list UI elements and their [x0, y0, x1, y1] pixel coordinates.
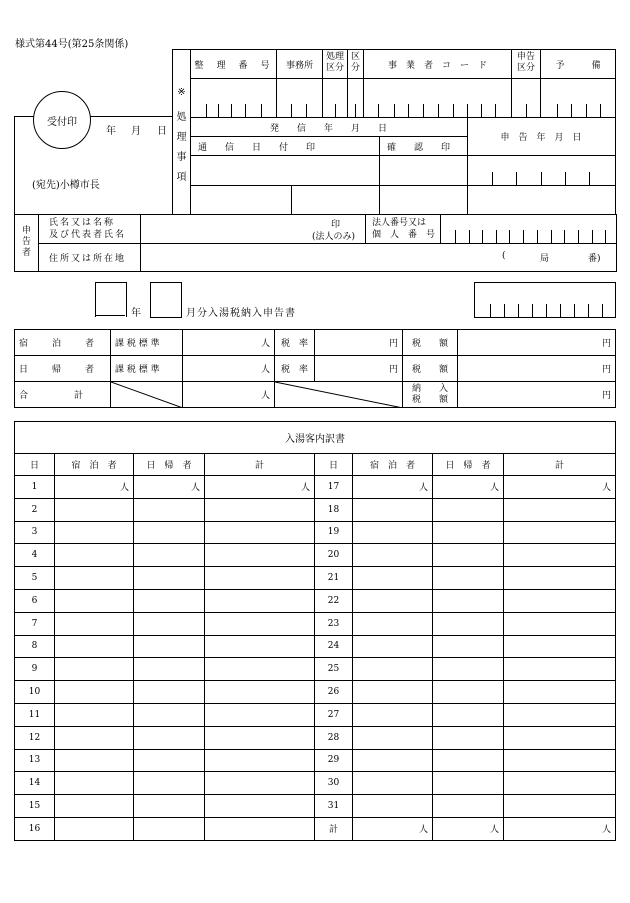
stay-count-cell[interactable]	[353, 567, 433, 590]
table-row	[15, 567, 616, 590]
day-cell: 25	[315, 658, 353, 681]
day-cell: 18	[315, 498, 353, 521]
total-count-cell[interactable]: 人	[205, 476, 315, 499]
day-cell: 11	[15, 703, 55, 726]
basis-value-stay[interactable]: 人	[183, 330, 275, 356]
addressee: (宛先)小樽市長	[32, 180, 100, 191]
col-shinkoku: 申告 区分	[516, 52, 535, 73]
digit-separator	[453, 104, 454, 117]
digit-separator	[526, 104, 527, 117]
day-visitor-count-cell[interactable]	[134, 498, 205, 521]
day-cell: 9	[15, 658, 55, 681]
digit-separator	[557, 104, 558, 117]
day-cell: 2	[15, 498, 55, 521]
stamp-label: 受付印	[47, 116, 77, 128]
shinkoku-date-entry[interactable]	[467, 171, 615, 185]
digit-separator	[600, 104, 601, 117]
title-year: 年	[131, 308, 141, 319]
diagonal-cell	[275, 382, 403, 408]
day-cell: 4	[15, 544, 55, 567]
month-box[interactable]	[150, 282, 182, 318]
digit-separator	[586, 104, 587, 117]
day-cell: 31	[315, 795, 353, 818]
day-visitor-count-cell[interactable]	[134, 817, 205, 840]
col-seiri: 整 理 番 号	[194, 61, 272, 71]
stay-count-cell[interactable]: 人	[353, 817, 433, 840]
rate-label: 税 率	[275, 330, 315, 356]
seal-note: (法人のみ)	[312, 232, 356, 242]
digit-separator	[335, 104, 336, 117]
address-label: 住所又は所在地	[49, 254, 127, 264]
digit-separator	[546, 304, 547, 317]
stay-count-cell[interactable]	[55, 772, 134, 795]
total-count-cell[interactable]	[504, 772, 616, 795]
stay-count-cell[interactable]	[55, 521, 134, 544]
day-visitor-count-cell[interactable]	[433, 567, 504, 590]
day-visitor-count-cell[interactable]	[134, 795, 205, 818]
reception-year: 年	[106, 126, 116, 137]
digit-separator	[541, 172, 542, 185]
digit-separator	[537, 230, 538, 243]
digit-separator	[516, 172, 517, 185]
day-visitor-count-cell[interactable]	[433, 772, 504, 795]
digit-separator	[378, 104, 379, 117]
day-cell: 16	[15, 817, 55, 840]
reception-stamp	[33, 91, 91, 149]
total-count-cell[interactable]	[205, 772, 315, 795]
summary-row-stay	[15, 330, 616, 356]
stay-count-cell[interactable]	[353, 635, 433, 658]
table-row	[15, 498, 616, 521]
stay-count-cell[interactable]: 人	[353, 476, 433, 499]
stay-count-cell[interactable]	[55, 498, 134, 521]
digit-separator	[408, 104, 409, 117]
col-jimusho: 事務所	[285, 61, 313, 71]
day-cell: 29	[315, 749, 353, 772]
day-cell: 6	[15, 589, 55, 612]
ban-label: 番)	[588, 254, 601, 264]
rate-label: 税 率	[275, 356, 315, 382]
processing-label: ※ 処 理 事 項	[172, 49, 191, 215]
day-cell: 12	[15, 726, 55, 749]
total-count-cell[interactable]	[205, 567, 315, 590]
day-visitor-count-cell[interactable]	[134, 567, 205, 590]
day-visitor-count-cell[interactable]	[433, 589, 504, 612]
payment-label: 納 入 税 額	[403, 382, 458, 408]
total-count-cell[interactable]	[504, 544, 616, 567]
digit-separator	[578, 230, 579, 243]
total-count-cell[interactable]	[205, 795, 315, 818]
reception-day: 日	[157, 126, 167, 137]
total-count-cell[interactable]	[504, 658, 616, 681]
summary-row-day	[15, 356, 616, 382]
table-row	[15, 749, 616, 772]
total-count-cell[interactable]	[205, 635, 315, 658]
digit-separator	[218, 104, 219, 117]
day-cell: 19	[315, 521, 353, 544]
stay-count-cell[interactable]	[353, 498, 433, 521]
total-count-cell[interactable]	[205, 817, 315, 840]
summary-row-total	[15, 382, 616, 408]
day-visitor-count-cell[interactable]	[433, 658, 504, 681]
seal-label: 印	[331, 220, 341, 230]
table-row	[15, 703, 616, 726]
digit-separator	[306, 104, 307, 117]
total-label: 合 計	[15, 382, 111, 408]
row-label: 日 帰 者	[15, 356, 111, 382]
stay-count-cell[interactable]	[353, 589, 433, 612]
stay-count-cell[interactable]	[55, 681, 134, 704]
name-label: 氏名又は名称 及び代表者氏名	[49, 218, 127, 240]
day-cell: 13	[15, 749, 55, 772]
digit-separator	[551, 230, 552, 243]
declarant-block	[14, 214, 617, 272]
day-cell: 1	[15, 476, 55, 499]
day-cell: 3	[15, 521, 55, 544]
digit-separator	[504, 304, 505, 317]
day-visitor-count-cell[interactable]: 人	[433, 817, 504, 840]
individual-number-field[interactable]	[441, 229, 616, 243]
total-count-cell[interactable]	[205, 749, 315, 772]
digit-separator	[467, 104, 468, 117]
digit-separator	[495, 104, 496, 117]
stay-count-cell[interactable]: 人	[55, 476, 134, 499]
col-jigyosha: 事 業 者 コ ー ド	[387, 61, 487, 71]
day-visitor-count-cell[interactable]	[433, 521, 504, 544]
table-row	[15, 681, 616, 704]
table-row	[15, 589, 616, 612]
table-row	[15, 772, 616, 795]
total-count-cell[interactable]	[504, 703, 616, 726]
col-shori: 処理 区分	[325, 52, 344, 73]
total-count-cell[interactable]	[205, 612, 315, 635]
day-cell: 30	[315, 772, 353, 795]
total-count-cell[interactable]	[504, 749, 616, 772]
stay-count-cell[interactable]	[55, 612, 134, 635]
total-count-cell[interactable]	[504, 635, 616, 658]
day-cell: 15	[15, 795, 55, 818]
stay-count-cell[interactable]	[55, 703, 134, 726]
stay-count-cell[interactable]	[353, 703, 433, 726]
table-row	[15, 635, 616, 658]
digit-separator	[261, 104, 262, 117]
day-cell: 8	[15, 635, 55, 658]
digit-separator	[490, 304, 491, 317]
total-count-cell[interactable]: 人	[504, 476, 616, 499]
day-visitor-count-cell[interactable]	[433, 635, 504, 658]
day-visitor-count-cell[interactable]	[134, 703, 205, 726]
breakdown-title: 入湯客内訳書	[15, 422, 616, 454]
day-visitor-count-cell[interactable]	[134, 658, 205, 681]
title-code-box[interactable]	[474, 282, 616, 318]
rate-value-day[interactable]: 円	[315, 356, 403, 382]
row-label: 宿 泊 者	[15, 330, 111, 356]
total-count-cell[interactable]	[504, 726, 616, 749]
day-visitor-count-cell[interactable]	[433, 749, 504, 772]
digit-separator	[231, 104, 232, 117]
total-count-cell[interactable]	[205, 726, 315, 749]
digit-separator	[482, 230, 483, 243]
stay-count-cell[interactable]	[353, 658, 433, 681]
digit-separator	[481, 104, 482, 117]
digit-separator	[565, 172, 566, 185]
digit-separator	[423, 104, 424, 117]
declarant-label: 申 告 者	[21, 226, 31, 258]
stay-count-cell[interactable]	[55, 658, 134, 681]
total-count-cell[interactable]: 人	[504, 817, 616, 840]
digit-separator	[532, 304, 533, 317]
day-cell: 27	[315, 703, 353, 726]
bureau-open: (	[502, 251, 506, 261]
day-visitor-count-cell[interactable]	[433, 703, 504, 726]
stay-count-cell[interactable]	[55, 817, 134, 840]
payment-value[interactable]: 円	[458, 382, 616, 408]
day-visitor-count-cell[interactable]	[134, 521, 205, 544]
digit-separator	[592, 230, 593, 243]
stay-count-cell[interactable]	[353, 521, 433, 544]
hasshin-label: 発 信 年 月 日	[269, 124, 387, 134]
digit-separator	[588, 304, 589, 317]
processing-grid	[190, 49, 616, 215]
table-row	[15, 817, 616, 840]
col-kubun: 区 分	[350, 52, 360, 73]
digit-separator	[455, 230, 456, 243]
day-visitor-count-cell[interactable]: 人	[134, 476, 205, 499]
digit-separator	[564, 230, 565, 243]
day-cell: 20	[315, 544, 353, 567]
digit-separator	[355, 104, 356, 117]
digit-separator	[509, 230, 510, 243]
total-count-cell[interactable]	[205, 498, 315, 521]
breakdown-table	[14, 421, 616, 841]
digit-separator	[523, 230, 524, 243]
day-cell: 計	[315, 817, 353, 840]
shinkoku-date-label: 申 告 年 月 日	[500, 133, 582, 143]
day-visitor-count-cell[interactable]	[134, 726, 205, 749]
total-count-cell[interactable]	[504, 521, 616, 544]
total-count-cell[interactable]	[205, 703, 315, 726]
diagonal-cell	[111, 382, 183, 408]
day-cell: 21	[315, 567, 353, 590]
stay-count-cell[interactable]	[55, 589, 134, 612]
stay-count-cell[interactable]	[55, 795, 134, 818]
day-visitor-count-cell[interactable]	[134, 772, 205, 795]
day-cell: 14	[15, 772, 55, 795]
stay-count-cell[interactable]	[353, 612, 433, 635]
digit-separator	[469, 230, 470, 243]
digit-separator	[560, 304, 561, 317]
basis-label: 課 税 標 準	[111, 356, 183, 382]
digit-separator	[394, 104, 395, 117]
table-row	[15, 521, 616, 544]
table-row	[15, 612, 616, 635]
table-row	[15, 544, 616, 567]
number-label: 法人番号又は 個 人 番 号	[372, 218, 436, 240]
breakdown-header: 日 宿 泊 者 日 帰 者 計 日 宿 泊 者 日 帰 者 計	[15, 454, 616, 476]
tax-label: 税 額	[403, 356, 458, 382]
total-count-cell[interactable]	[504, 612, 616, 635]
basis-label: 課 税 標 準	[111, 330, 183, 356]
digit-separator	[518, 304, 519, 317]
total-count-cell[interactable]	[205, 681, 315, 704]
stay-count-cell[interactable]	[353, 772, 433, 795]
digit-separator	[602, 304, 603, 317]
stay-count-cell[interactable]	[353, 544, 433, 567]
total-value[interactable]: 人	[183, 382, 275, 408]
day-visitor-count-cell[interactable]	[134, 749, 205, 772]
day-cell: 22	[315, 589, 353, 612]
tax-value-day[interactable]: 円	[458, 356, 616, 382]
day-visitor-count-cell[interactable]	[134, 589, 205, 612]
bureau-label: 局	[540, 254, 550, 264]
total-count-cell[interactable]	[205, 544, 315, 567]
total-count-cell[interactable]	[504, 498, 616, 521]
day-cell: 24	[315, 635, 353, 658]
day-visitor-count-cell[interactable]	[134, 635, 205, 658]
tax-label: 税 額	[403, 330, 458, 356]
digit-separator	[245, 104, 246, 117]
kakunin-label: 確 認 印	[387, 143, 451, 153]
digit-separator	[291, 104, 292, 117]
code-entry-row[interactable]	[190, 78, 615, 118]
total-count-cell[interactable]	[205, 658, 315, 681]
digit-separator	[492, 172, 493, 185]
basis-value-day[interactable]: 人	[183, 356, 275, 382]
day-cell: 17	[315, 476, 353, 499]
digit-separator	[589, 172, 590, 185]
day-cell: 10	[15, 681, 55, 704]
day-visitor-count-cell[interactable]: 人	[433, 476, 504, 499]
table-row	[15, 658, 616, 681]
day-visitor-count-cell[interactable]	[433, 795, 504, 818]
rate-value-stay[interactable]: 円	[315, 330, 403, 356]
stay-count-cell[interactable]	[353, 749, 433, 772]
stay-count-cell[interactable]	[55, 635, 134, 658]
form-id: 様式第44号(第25条関係)	[15, 39, 129, 50]
day-visitor-count-cell[interactable]	[433, 498, 504, 521]
tsushin-label: 通 信 日 付 印	[198, 143, 316, 153]
header-block	[14, 49, 615, 214]
digit-separator	[574, 304, 575, 317]
day-visitor-count-cell[interactable]	[433, 681, 504, 704]
table-row	[15, 726, 616, 749]
total-count-cell[interactable]	[205, 521, 315, 544]
stay-count-cell[interactable]	[353, 726, 433, 749]
summary-table	[14, 329, 616, 408]
stay-count-cell[interactable]	[55, 749, 134, 772]
tax-value-stay[interactable]: 円	[458, 330, 616, 356]
day-visitor-count-cell[interactable]	[433, 544, 504, 567]
digit-separator	[571, 104, 572, 117]
day-cell: 26	[315, 681, 353, 704]
stay-count-cell[interactable]	[55, 726, 134, 749]
day-cell: 7	[15, 612, 55, 635]
stay-count-cell[interactable]	[55, 567, 134, 590]
day-cell: 5	[15, 567, 55, 590]
stay-count-cell[interactable]	[353, 681, 433, 704]
day-visitor-count-cell[interactable]	[433, 612, 504, 635]
title-text: 月分入湯税納入申告書	[186, 308, 296, 319]
year-box[interactable]	[95, 282, 127, 317]
day-visitor-count-cell[interactable]	[433, 726, 504, 749]
reception-month: 月	[131, 126, 141, 137]
table-row	[15, 795, 616, 818]
total-count-cell[interactable]	[504, 589, 616, 612]
day-visitor-count-cell[interactable]	[134, 544, 205, 567]
day-visitor-count-cell[interactable]	[134, 681, 205, 704]
total-count-cell[interactable]	[205, 589, 315, 612]
stay-count-cell[interactable]	[353, 795, 433, 818]
total-count-cell[interactable]	[504, 681, 616, 704]
total-count-cell[interactable]	[504, 567, 616, 590]
day-cell: 23	[315, 612, 353, 635]
col-yobi: 予 備	[555, 61, 601, 71]
digit-separator	[605, 230, 606, 243]
digit-separator	[438, 104, 439, 117]
day-visitor-count-cell[interactable]	[134, 612, 205, 635]
total-count-cell[interactable]	[504, 795, 616, 818]
day-cell: 28	[315, 726, 353, 749]
stay-count-cell[interactable]	[55, 544, 134, 567]
digit-separator	[206, 104, 207, 117]
digit-separator	[496, 230, 497, 243]
table-row	[15, 476, 616, 499]
